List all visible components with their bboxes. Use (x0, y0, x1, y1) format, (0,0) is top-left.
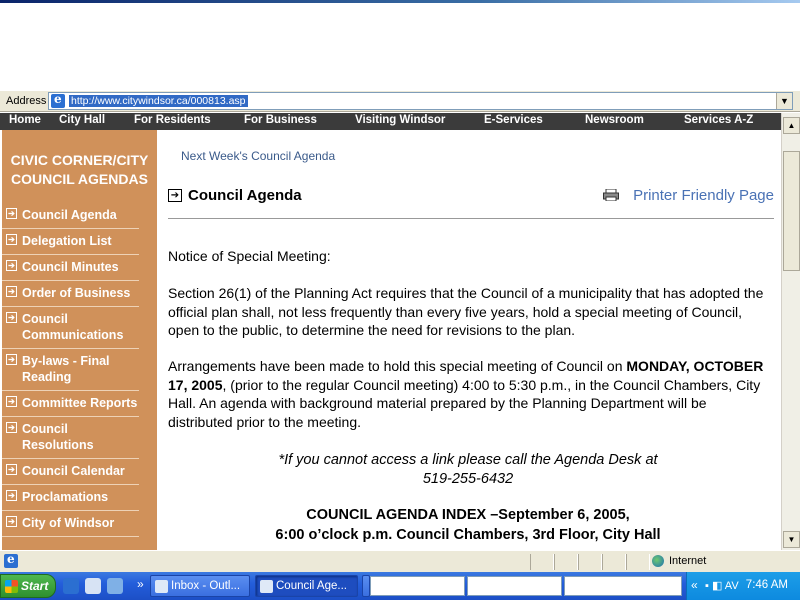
paragraph-arrangements (168, 357, 768, 431)
sidebar-item-committee-reports[interactable] (2, 391, 139, 417)
nav-visiting-windsor[interactable]: Visiting Windsor (355, 114, 446, 126)
printer-friendly-link[interactable]: Printer Friendly Page (633, 187, 774, 204)
arrow-right-icon: ➔ (6, 234, 17, 245)
heading-row (168, 187, 774, 207)
paragraph-text: , (prior to the regular Council meeting) 4:00 to 5:30 p.m., in the Council Chambers, City Hall. An agenda with background material prepared by the Planning Department will be distributed prior to the meeting. (168, 376, 761, 430)
scroll-down-icon[interactable]: ▼ (783, 531, 800, 548)
breadcrumb[interactable]: Next Week's Council Agenda (181, 149, 336, 163)
sidebar-item-proclamations[interactable] (2, 485, 139, 511)
tray-icons[interactable]: ▪ ◧ AV (705, 580, 739, 592)
chevron-right-icon[interactable]: » (137, 577, 144, 591)
address-dropdown-icon[interactable]: ▼ (776, 93, 792, 109)
arrow-right-icon: ➔ (168, 189, 182, 202)
address-url[interactable]: http://www.citywindsor.ca/000813.asp (71, 95, 246, 107)
agenda-index-heading (168, 505, 768, 545)
meeting-date: MONDAY, OCTOBER 17, 2005 (168, 358, 764, 393)
arrow-right-icon: ➔ (6, 490, 17, 501)
address-label: Address (6, 95, 47, 107)
nav-newsroom[interactable]: Newsroom (585, 114, 644, 126)
taskbar-input[interactable] (370, 576, 465, 596)
arrow-right-icon: ➔ (6, 396, 17, 407)
sidebar-item-label: Council Resolutions (22, 422, 94, 452)
sidebar-item-label: Delegation List (22, 234, 112, 248)
arrow-right-icon: ➔ (6, 312, 17, 323)
main-content (158, 130, 781, 550)
sidebar-item-label: Council Minutes (22, 260, 119, 274)
scroll-up-icon[interactable]: ▲ (783, 117, 800, 134)
sidebar-item-label: Council Agenda (22, 208, 117, 222)
agenda-desk-note (168, 451, 768, 488)
start-button[interactable] (0, 574, 56, 598)
sidebar-item-order-of-business[interactable] (2, 281, 139, 307)
arrow-right-icon: ➔ (6, 286, 17, 297)
agenda-index-location: 6:00 o’clock p.m. Council Chambers, 3rd Floor, City Hall (275, 527, 661, 543)
sidebar-item-council-agenda[interactable] (2, 203, 139, 229)
sidebar-item-city-of-windsor[interactable] (2, 511, 139, 537)
start-label: Start (21, 579, 49, 593)
ie-quicklaunch-icon[interactable] (63, 578, 79, 594)
sidebar-item-council-minutes[interactable] (2, 255, 139, 281)
sidebar-item-council-communications[interactable] (2, 307, 139, 349)
paragraph-text: Arrangements have been made to hold this special meeting of Council on (168, 358, 627, 374)
arrow-right-icon: ➔ (6, 208, 17, 219)
task-label: Council Age... (276, 580, 347, 592)
sidebar-item-council-calendar[interactable] (2, 459, 139, 485)
status-cell (554, 554, 578, 570)
sidebar-item-label: By-laws - Final Reading (22, 354, 110, 384)
sidebar-item-delegation-list[interactable] (2, 229, 139, 255)
arrow-right-icon: ➔ (6, 516, 17, 527)
outlook-icon (155, 580, 168, 593)
address-bar (0, 90, 800, 112)
notice-heading: Notice of Special Meeting: (168, 248, 331, 264)
sidebar-item-label: Committee Reports (22, 396, 138, 410)
nav-for-business[interactable]: For Business (244, 114, 317, 126)
security-zone (652, 555, 706, 567)
task-hidden[interactable] (362, 575, 370, 597)
nav-e-services[interactable]: E-Services (484, 114, 543, 126)
desktop-quicklaunch-icon[interactable] (85, 578, 101, 594)
chevron-left-icon[interactable]: « (691, 578, 698, 592)
sidebar-item-council-resolutions[interactable] (2, 417, 139, 459)
app-quicklaunch-icon[interactable] (107, 578, 123, 594)
page-title: Council Agenda (188, 187, 302, 204)
sidebar-item-label: Proclamations (22, 490, 109, 504)
nav-services-a-z[interactable]: Services A-Z (684, 114, 754, 126)
arrow-right-icon: ➔ (6, 260, 17, 271)
nav-home[interactable]: Home (9, 114, 41, 126)
arrow-right-icon: ➔ (6, 422, 17, 433)
system-tray (686, 572, 800, 600)
sidebar-title: CIVIC CORNER/CITY COUNCIL AGENDAS (10, 152, 149, 187)
status-cell (530, 554, 554, 570)
page-icon (51, 94, 65, 108)
arrow-right-icon: ➔ (6, 354, 17, 365)
taskbar-input[interactable] (467, 576, 562, 596)
printer-icon[interactable] (603, 189, 619, 201)
toolbar-area (0, 3, 800, 90)
page-status-icon (4, 554, 18, 568)
nav-city-hall[interactable]: City Hall (59, 114, 106, 126)
vertical-scrollbar[interactable] (781, 113, 800, 550)
sidebar (2, 130, 157, 550)
status-cell (602, 554, 626, 570)
arrow-right-icon: ➔ (6, 464, 17, 475)
globe-icon (652, 555, 664, 567)
sidebar-item-by-laws[interactable] (2, 349, 139, 391)
site-nav (0, 113, 781, 130)
agenda-index-date: COUNCIL AGENDA INDEX –September 6, 2005, (306, 507, 630, 523)
taskbar-input[interactable] (564, 576, 682, 596)
address-input[interactable] (48, 92, 793, 110)
task-label: Inbox - Outl... (171, 580, 241, 592)
agenda-desk-phone: 519-255-6432 (422, 470, 514, 487)
taskbar (0, 572, 800, 600)
agenda-desk-text: *If you cannot access a link please call the Agenda Desk at (278, 452, 658, 468)
status-cell (578, 554, 602, 570)
status-cell (626, 554, 650, 570)
task-inbox[interactable] (150, 575, 250, 597)
status-bar (0, 550, 800, 572)
sidebar-item-label: Order of Business (22, 286, 131, 300)
ie-icon (260, 580, 273, 593)
scroll-thumb[interactable] (783, 151, 800, 271)
divider (168, 218, 774, 219)
sidebar-item-label: City of Windsor (22, 516, 115, 530)
nav-for-residents[interactable]: For Residents (134, 114, 211, 126)
task-council-agenda[interactable] (255, 575, 358, 597)
zone-label: Internet (669, 555, 707, 567)
clock[interactable]: 7:46 AM (745, 579, 788, 591)
paragraph-planning-act: Section 26(1) of the Planning Act requires that the Council of a municipality that has adopted the official plan shall, not less frequently than every five years, hold a special meeting of Council, open to the public, to determine the need for revisions to the plan. (168, 285, 764, 338)
sidebar-item-label: Council Calendar (22, 464, 125, 478)
sidebar-item-label: Council Communications (22, 312, 124, 342)
windows-logo-icon (5, 580, 18, 593)
